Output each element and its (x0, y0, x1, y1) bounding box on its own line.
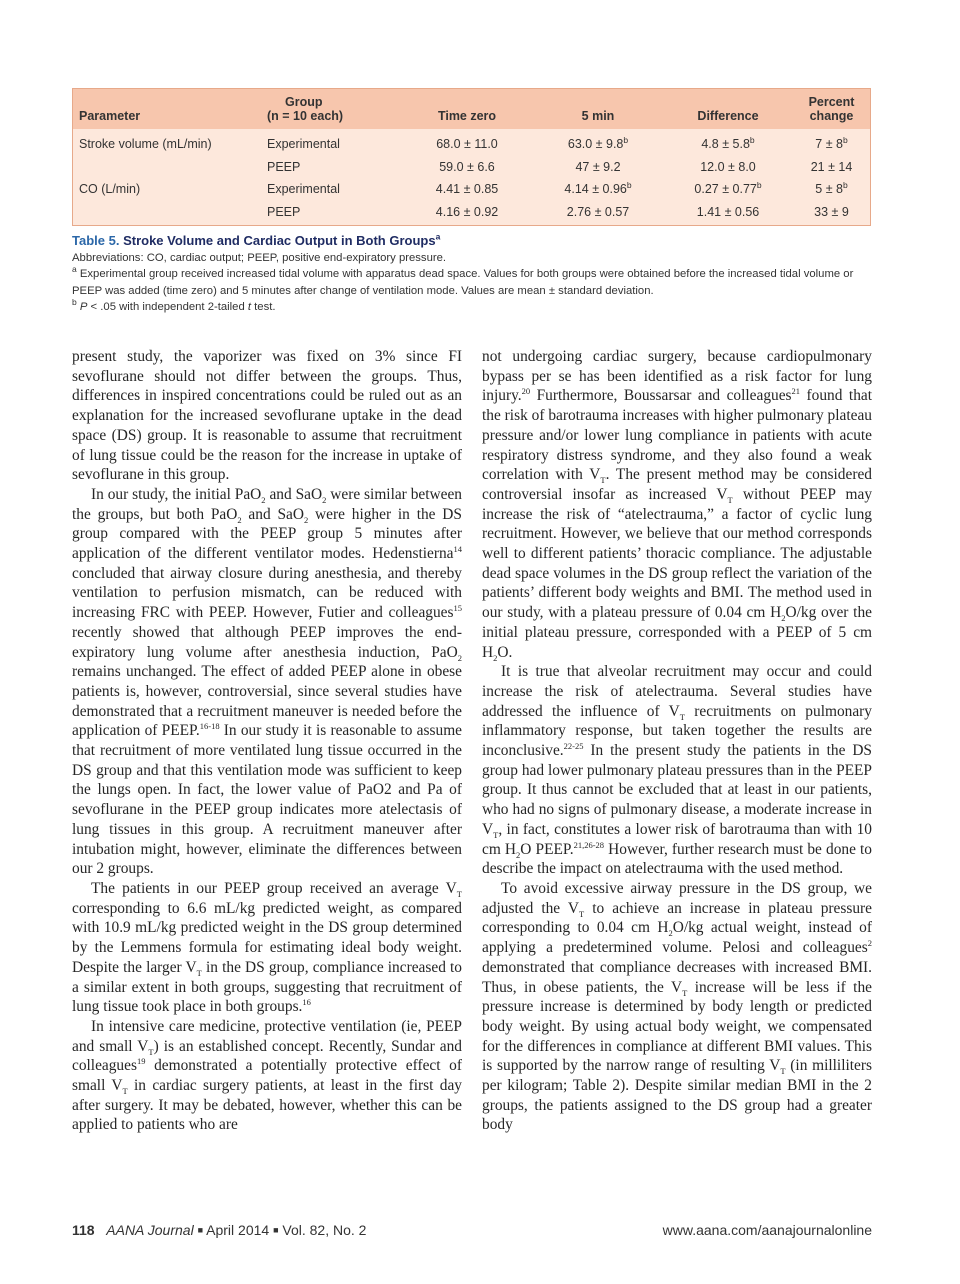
paragraph: It is true that alveolar recruitment may occur and could increase the risk of atelectrauma. Several studies have addressed the influence of $V_T$ recruitments on pulmonary inflammatory response, but taken together the results are inconclusive.$^{22-25}$ In the present study the patients in the DS group had lower pulmonary plateau pressures than in the PEEP group. It thus cannot be excluded that at least in our patients, who had no signs of pulmonary disease, a moderate increase in $V_T$, in fact, constitutes a lower risk of barotrauma than with 10 cm $H_2O$ PEEP.$^{21,26-28}$ However, further research must be done to describe the impact on atelectrauma with the used method. (482, 663, 872, 878)
paragraph: not undergoing cardiac surgery, because cardiopulmonary bypass per se has been identified as a risk factor for lung injury.$^{20}$ Furthermore, Boussarsar and colleagues$^{21}$ found that the risk of barotrauma increases with higher pulmonary plateau pressure and/or lower lung compliance in patients with acute respiratory distress syndrome, and they also found a weak correlation with $V_T$. The present method may be considered controversial insofar as increased $V_T$ without PEEP may increase the risk of “atelectrauma,” a factor of cyclic lung recruitment. However, we believe that our method corresponds well to different patients’ thoracic compliance. The adjustable dead space volumes in the DS group reflect the variation of the patients’ different body weights and BMI. The method used in our study, with a plateau pressure of 0.04 cm $H_2O/kg$ over the initial plateau pressure, corresponded with a PEEP of 5 cm $H_2O$. (482, 348, 873, 663)
cell-group: Experimental (267, 182, 340, 197)
cell-5-min: 47 ± 9.2 (575, 159, 621, 174)
left-column (72, 347, 462, 1135)
caption-note-b: $^b$ P < .05 with independent 2-tailed t test. (72, 297, 276, 314)
cell-percent: 33 ± 9 (814, 204, 849, 219)
cell-parameter (73, 156, 261, 179)
page-number: 118 (72, 1222, 95, 1238)
header-time-zero: Time zero (437, 109, 497, 123)
header-percent-change (793, 89, 870, 129)
separator: ■ (197, 1225, 204, 1235)
caption-note-a: $^a$ Experimental group received increased tidal volume with apparatus dead space. Values for both groups were obtained before the increased tidal volume or PEEP was added (time zero) and 5 minutes after change of ventilation mode. Values are mean ± standard deviation. (72, 264, 854, 297)
header-group-line1: Group (285, 95, 323, 109)
paragraph: present study, the vaporizer was fixed on 3% since FI sevoflurane should not differ between the groups. Thus, differences in inspired concentrations could be ruled out as an explanation for the increased sevoflurane uptake in the dead space (DS) group. It is reasonable to assume that recruitment of lung tissue could be the reason for the increase in uptake of sevoflurane in this group. (72, 348, 462, 484)
header-parameter: Parameter (79, 109, 141, 123)
journal-url[interactable]: www.aana.com/aanajournalonline (662, 1222, 872, 1238)
paragraph: To avoid excessive airway pressure in the DS group, we adjusted the $V_T$ to achieve an increase in plateau pressure corresponding to 0.04 cm $H_2O/kg$ actual weight, instead of applying a predetermined volume. Pelosi and colleagues$^2$ demonstrated that compliance decreases with increased BMI. Thus, in obese patients, the $V_T$ increase will be less if the pressure increase is determined by body length or predicted body weight. By using actual body weight, we compensated for the differences in compliance at different BMI values. This is supported by the narrow range of resulting $V_T$ (in milliliters per kilogram; Table 2). Despite similar median BMI in the 2 groups, the patients assigned to the DS group had a greater body (482, 879, 873, 1134)
caption-title (72, 233, 872, 250)
caption-title-text: Stroke Volume and Cardiac Output in Both Groups (123, 233, 436, 248)
paragraph: In intensive care medicine, protective ventilation (ie, PEEP and small $V_T$) is an established concept. Recently, Sundar and colleagues$^{19}$ demonstrated a potentially protective effect of small $V_T$ in cardiac surgery patients, at least in the first day after surgery. It may be debated, however, whether this can be applied to patients who are (72, 1017, 462, 1134)
header-difference: Difference (697, 109, 759, 123)
caption-label: Table 5. (72, 233, 120, 248)
cell-difference: 0.27 ± 0.77$^b$ (694, 180, 762, 197)
journal-name: AANA Journal (106, 1222, 194, 1238)
page-footer (72, 1222, 872, 1238)
cell-time-zero: 68.0 ± 11.0 (436, 137, 498, 152)
table-row (73, 156, 870, 179)
table-row (73, 201, 870, 224)
cell-group: PEEP (267, 204, 301, 219)
volume: Vol. 82, No. 2 (282, 1222, 367, 1238)
issue-date: April 2014 (206, 1222, 270, 1238)
caption-abbreviations: Abbreviations: CO, cardiac output; PEEP, positive end-expiratory pressure. (72, 251, 447, 264)
data-table (73, 89, 870, 223)
cell-difference: 1.41 ± 0.56 (696, 204, 760, 219)
table-5 (72, 88, 871, 226)
table-header-row (73, 89, 870, 129)
table-caption (72, 233, 872, 316)
cell-percent: 21 ± 14 (810, 159, 853, 174)
paragraph: The patients in our PEEP group received an average $V_T$ corresponding to 6.6 mL/kg predicted weight, as compared with 10.9 mL/kg predicted weight in the DS group determined by the Lemmens formula for estimating ideal body weight. Despite the larger $V_T$ in the DS group, compliance increased to a similar extent in both groups, suggesting that recruitment of lung tissue took place in both groups.$^{16}$ (72, 879, 462, 1016)
header-group (261, 89, 401, 129)
header-percent-line1: Percent (808, 95, 855, 109)
table-row (73, 178, 870, 201)
cell-5-min: 2.76 ± 0.57 (566, 204, 630, 219)
cell-parameter: Stroke volume (mL/min) (79, 137, 212, 152)
cell-parameter: CO (L/min) (79, 182, 141, 197)
cell-percent: $7 \pm 8^b$ (815, 135, 848, 152)
table-row (73, 129, 870, 156)
paragraph: In our study, the initial PaO$_2$ and SaO$_2$ were similar between the groups, but both PaO$_2$ and SaO$_2$ were higher in the DS group compared with the PEEP group 5 minutes after application of the different ventilator modes. Hedenstierna$^{14}$ concluded that airway closure during anesthesia, and thereby ventilation to perfusion mismatch, can be reduced with increasing FRC with PEEP. However, Futier and colleagues$^{15}$ recently showed that although PEEP improves the end-expiratory lung volume after anesthesia induction, PaO$_2$ remains unchanged. The effect of added PEEP alone in obese patients is, however, controversial, since several studies have demonstrated that a recruitment maneuver is needed before the application of PEEP.$^{16-18}$ In our study it is reasonable to assume that recruitment of more ventilated lung tissue occurred in the DS group and that this ventilation mode was sufficient to keep the lungs open. In fact, the lower value of PaO2 and Pa of sevoflurane in the PEEP group indicates more atelectasis of lung tissues in this group. A recruitment maneuver after intubation might, however, eliminate the differences between our 2 groups. (72, 485, 462, 878)
right-column (482, 347, 872, 1135)
cell-5-min: 4.14 ± 0.96$^b$ (564, 180, 632, 197)
cell-time-zero: 4.41 ± 0.85 (435, 182, 499, 197)
cell-group: Experimental (267, 137, 340, 152)
cell-time-zero: 4.16 ± 0.92 (435, 204, 499, 219)
cell-group: PEEP (267, 159, 301, 174)
cell-time-zero: 59.0 ± 6.6 (439, 159, 495, 174)
separator: ■ (273, 1225, 279, 1235)
cell-difference: 4.8 ± 5.8$^b$ (701, 135, 755, 152)
cell-difference: 12.0 ± 8.0 (700, 159, 756, 174)
caption-title-sup: a (435, 231, 441, 242)
cell-percent: $5 \pm 8^b$ (815, 180, 848, 197)
cell-5-min: 63.0 ± 9.8$^b$ (567, 135, 629, 152)
header-5-min: 5 min (581, 109, 615, 123)
cell-parameter (73, 201, 261, 224)
header-percent-line2: change (809, 109, 854, 123)
header-group-line2: (n = 10 each) (267, 109, 344, 123)
